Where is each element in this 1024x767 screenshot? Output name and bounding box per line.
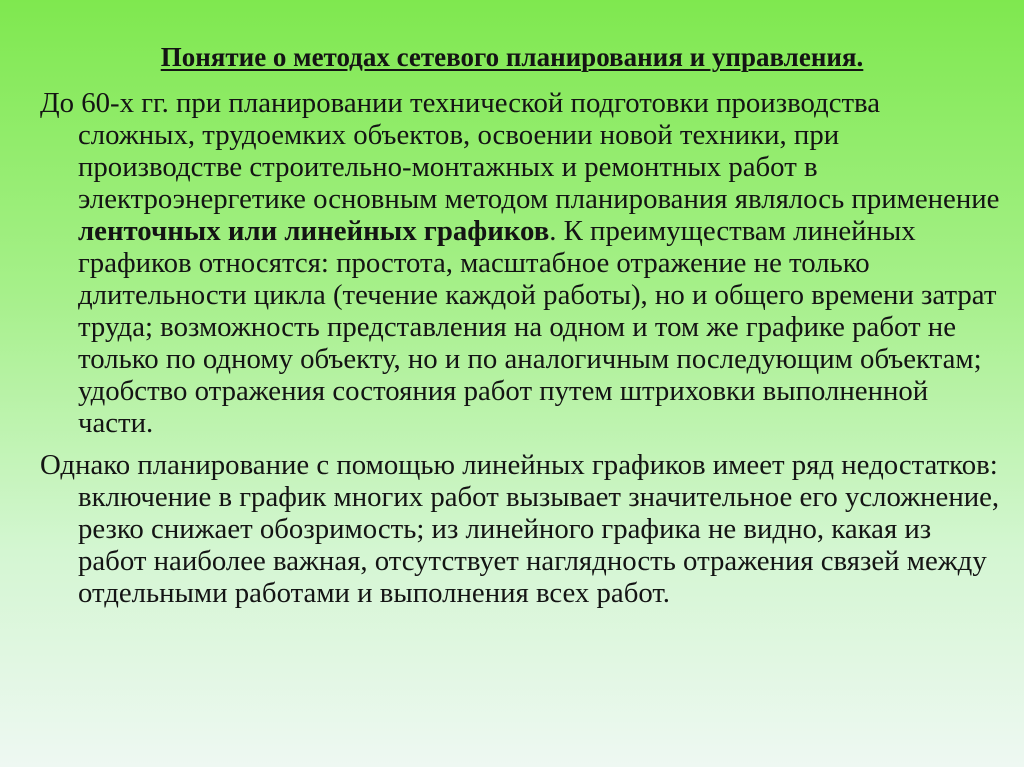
paragraph-disadvantages	[40, 449, 1000, 609]
slide-body	[40, 87, 1000, 619]
paragraph-1-intro: До 60-х гг. при планировании технической подготовки производства сложных, трудоемких объектов, освоении новой техники, при производстве строительно-монтажных и ремонтных работ в электроэнергетике основным методом планирования являлось применение	[40, 87, 1000, 215]
slide-title: Понятие о методах сетевого планирования и управления.	[160, 42, 864, 72]
paragraph-2-text: Однако планирование с помощью линейных графиков имеет ряд недостатков: включение в график многих работ вызывает значительное его усложнение, резко снижает обозримость; из линейного графика не видно, какая из работ наиболее важная, отсутствует наглядность отражения связей между отдельными работами и выполнения всех работ.	[40, 449, 1000, 609]
paragraph-advantages	[40, 87, 1000, 439]
paragraph-1-rest: . К преимуществам линейных графиков относятся: простота, масштабное отражение не только длительности цикла (течение каждой работы), но и общего времени затрат труда; возможность представления на одном и том же графике работ не только по одному объекту, но и по аналогичным последующим объектам; удобство отражения состояния работ путем штриховки выполненной части.	[78, 215, 997, 439]
paragraph-1-bold-term: ленточных или линейных графиков	[78, 215, 550, 247]
